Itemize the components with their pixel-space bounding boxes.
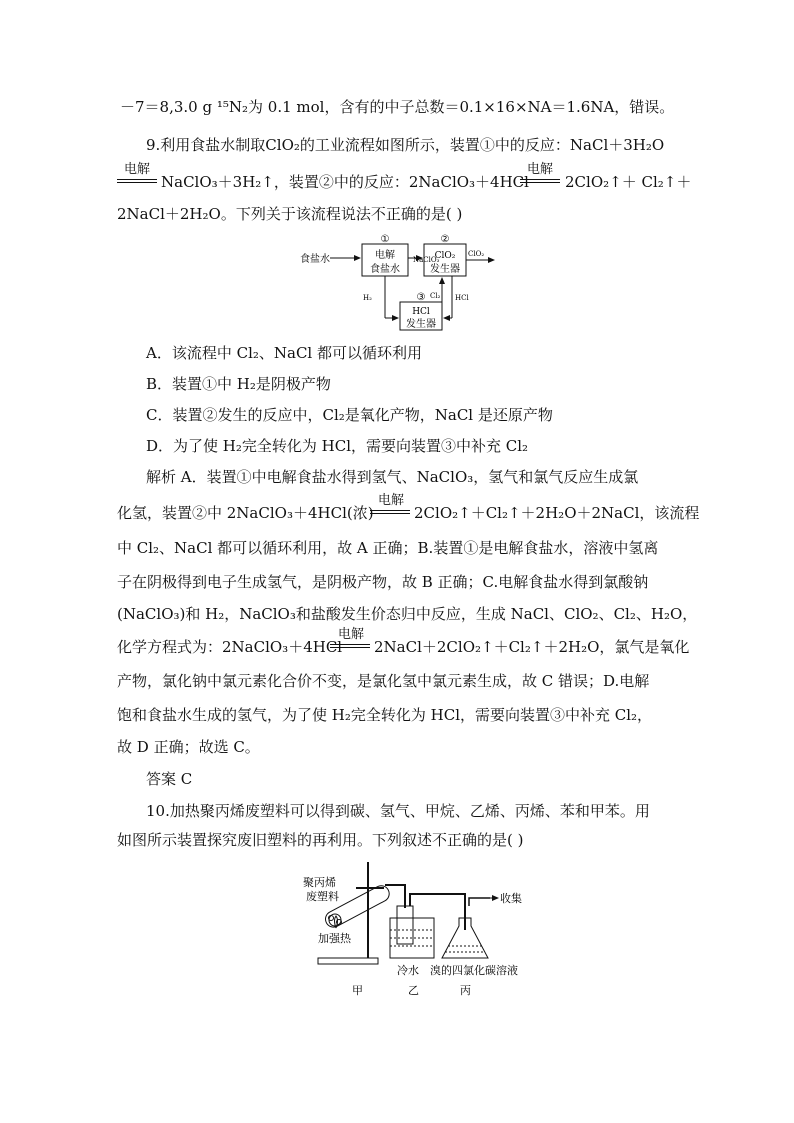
box3-num: ③ [416, 292, 426, 303]
analysis-6a: 化学方程式为：2NaClO₃＋4HCl [117, 638, 343, 656]
plastic-pellets [329, 914, 341, 926]
line-4: 2NaCl＋2H₂O。下列关于该流程说法不正确的是( ) [117, 205, 463, 223]
label-bing: 丙 [460, 984, 471, 997]
label-plastic: 聚丙烯 [303, 876, 336, 889]
analysis-4: 子在阴极得到电子生成氢气，是阴极产物，故 B 正确；C.电解食盐水得到氯酸钠 [117, 573, 649, 591]
box2-l1: ClO₂ [434, 251, 456, 261]
label-collect: 收集 [500, 892, 522, 905]
box-2 [424, 244, 466, 276]
line-3: NaClO₃＋3H₂↑，装置②中的反应：2NaClO₃＋4HCl [161, 173, 529, 191]
box1-l1: 电解 [375, 250, 395, 261]
analysis-5: (NaClO₃)和 H₂，NaClO₃和盐酸发生价态归中反应，生成 NaCl、ClO₂、Cl₂、H₂O， [117, 605, 698, 623]
analysis-6b: 2NaCl＋2ClO₂↑＋Cl₂↑＋2H₂O，氯气是氧化 [374, 638, 690, 656]
equal-line [117, 179, 157, 180]
analysis-7: 产物，氯化钠中氯元素化合价不变，是氯化氢中氯元素生成，故 C 错误；D.电解 [117, 672, 650, 690]
condition-label: 电解 [337, 627, 364, 642]
arrow-clo2: ClO₂ [468, 250, 485, 258]
box3-l2: 发生器 [406, 319, 436, 330]
box-3 [400, 302, 442, 330]
label-yi: 乙 [408, 984, 419, 997]
answer: 答案 C [146, 770, 193, 788]
label-plastic-2: 废塑料 [306, 890, 339, 903]
equal-line [370, 513, 410, 514]
box2-num: ② [440, 234, 450, 245]
line-2: 9.利用食盐水制取ClO₂的工业流程如图所示，装置①中的反应：NaCl＋3H₂O [146, 136, 665, 154]
condition-label: 电解 [377, 493, 404, 508]
arrow-h2: H₂ [363, 294, 372, 302]
label-solution: 溴的四氯化碳溶液 [430, 964, 518, 977]
label-heat: 加强热 [318, 932, 351, 945]
option-b: B．装置①中 H₂是阴极产物 [146, 375, 331, 393]
analysis-2b: 2ClO₂↑＋Cl₂↑＋2H₂O＋2NaCl，该流程 [414, 504, 700, 522]
question-10-b: 如图所示装置探究废旧塑料的再利用。下列叙述不正确的是( ) [117, 831, 524, 849]
equal-line [117, 182, 157, 183]
box1-l2: 食盐水 [370, 264, 400, 275]
flow-input: 食盐水 [300, 254, 330, 265]
analysis-8: 饱和食盐水生成的氢气，为了使 H₂完全转化为 HCl，需要向装置③中补充 Cl₂， [117, 706, 653, 724]
analysis-3: 中 Cl₂、NaCl 都可以循环利用，故 A 正确；B.装置①是电解食盐水，溶液中氢离 [117, 539, 659, 557]
equal-line [370, 510, 410, 511]
equal-line [520, 182, 560, 183]
arrow-cl2: Cl₂ [430, 292, 441, 300]
analysis-1: 解析 A．装置①中电解食盐水得到氢气、NaClO₃，氢气和氯气反应生成氯 [146, 468, 639, 486]
condition-label: 电解 [526, 162, 553, 177]
analysis-2a: 化氢，装置②中 2NaClO₃＋4HCl(浓) [117, 504, 374, 522]
option-c: C．装置②发生的反应中，Cl₂是氧化产物，NaCl 是还原产物 [146, 406, 553, 424]
arrow-hcl: HCl [455, 294, 469, 302]
beaker [390, 918, 434, 958]
box2-l2: 发生器 [430, 264, 460, 275]
option-d: D．为了使 H₂完全转化为 HCl，需要向装置③中补充 Cl₂ [146, 437, 529, 455]
label-water: 冷水 [397, 964, 419, 977]
line-3b: 2ClO₂↑＋ Cl₂↑＋ [565, 173, 692, 191]
question-10: 10.加热聚丙烯废塑料可以得到碳、氢气、甲烷、乙烯、丙烯、苯和甲苯。用 [146, 802, 650, 820]
analysis-9: 故 D 正确；故选 C。 [117, 738, 260, 756]
line-1: －7＝8,3.0 g ¹⁵N₂为 0.1 mol，含有的中子总数＝0.1×16×NA＝1.6NA，错误。 [120, 98, 675, 116]
equal-line [330, 647, 370, 648]
condition-label: 电解 [123, 162, 150, 177]
flask [442, 918, 488, 958]
box1-num: ① [380, 234, 390, 245]
box-1 [362, 244, 408, 276]
arrow-naclo3: NaClO₃ [413, 256, 440, 264]
option-a: A．该流程中 Cl₂、NaCl 都可以循环利用 [146, 344, 422, 362]
box3-l1: HCl [412, 307, 430, 317]
label-jia: 甲 [352, 984, 363, 997]
equal-line [330, 644, 370, 645]
equal-line [520, 179, 560, 180]
